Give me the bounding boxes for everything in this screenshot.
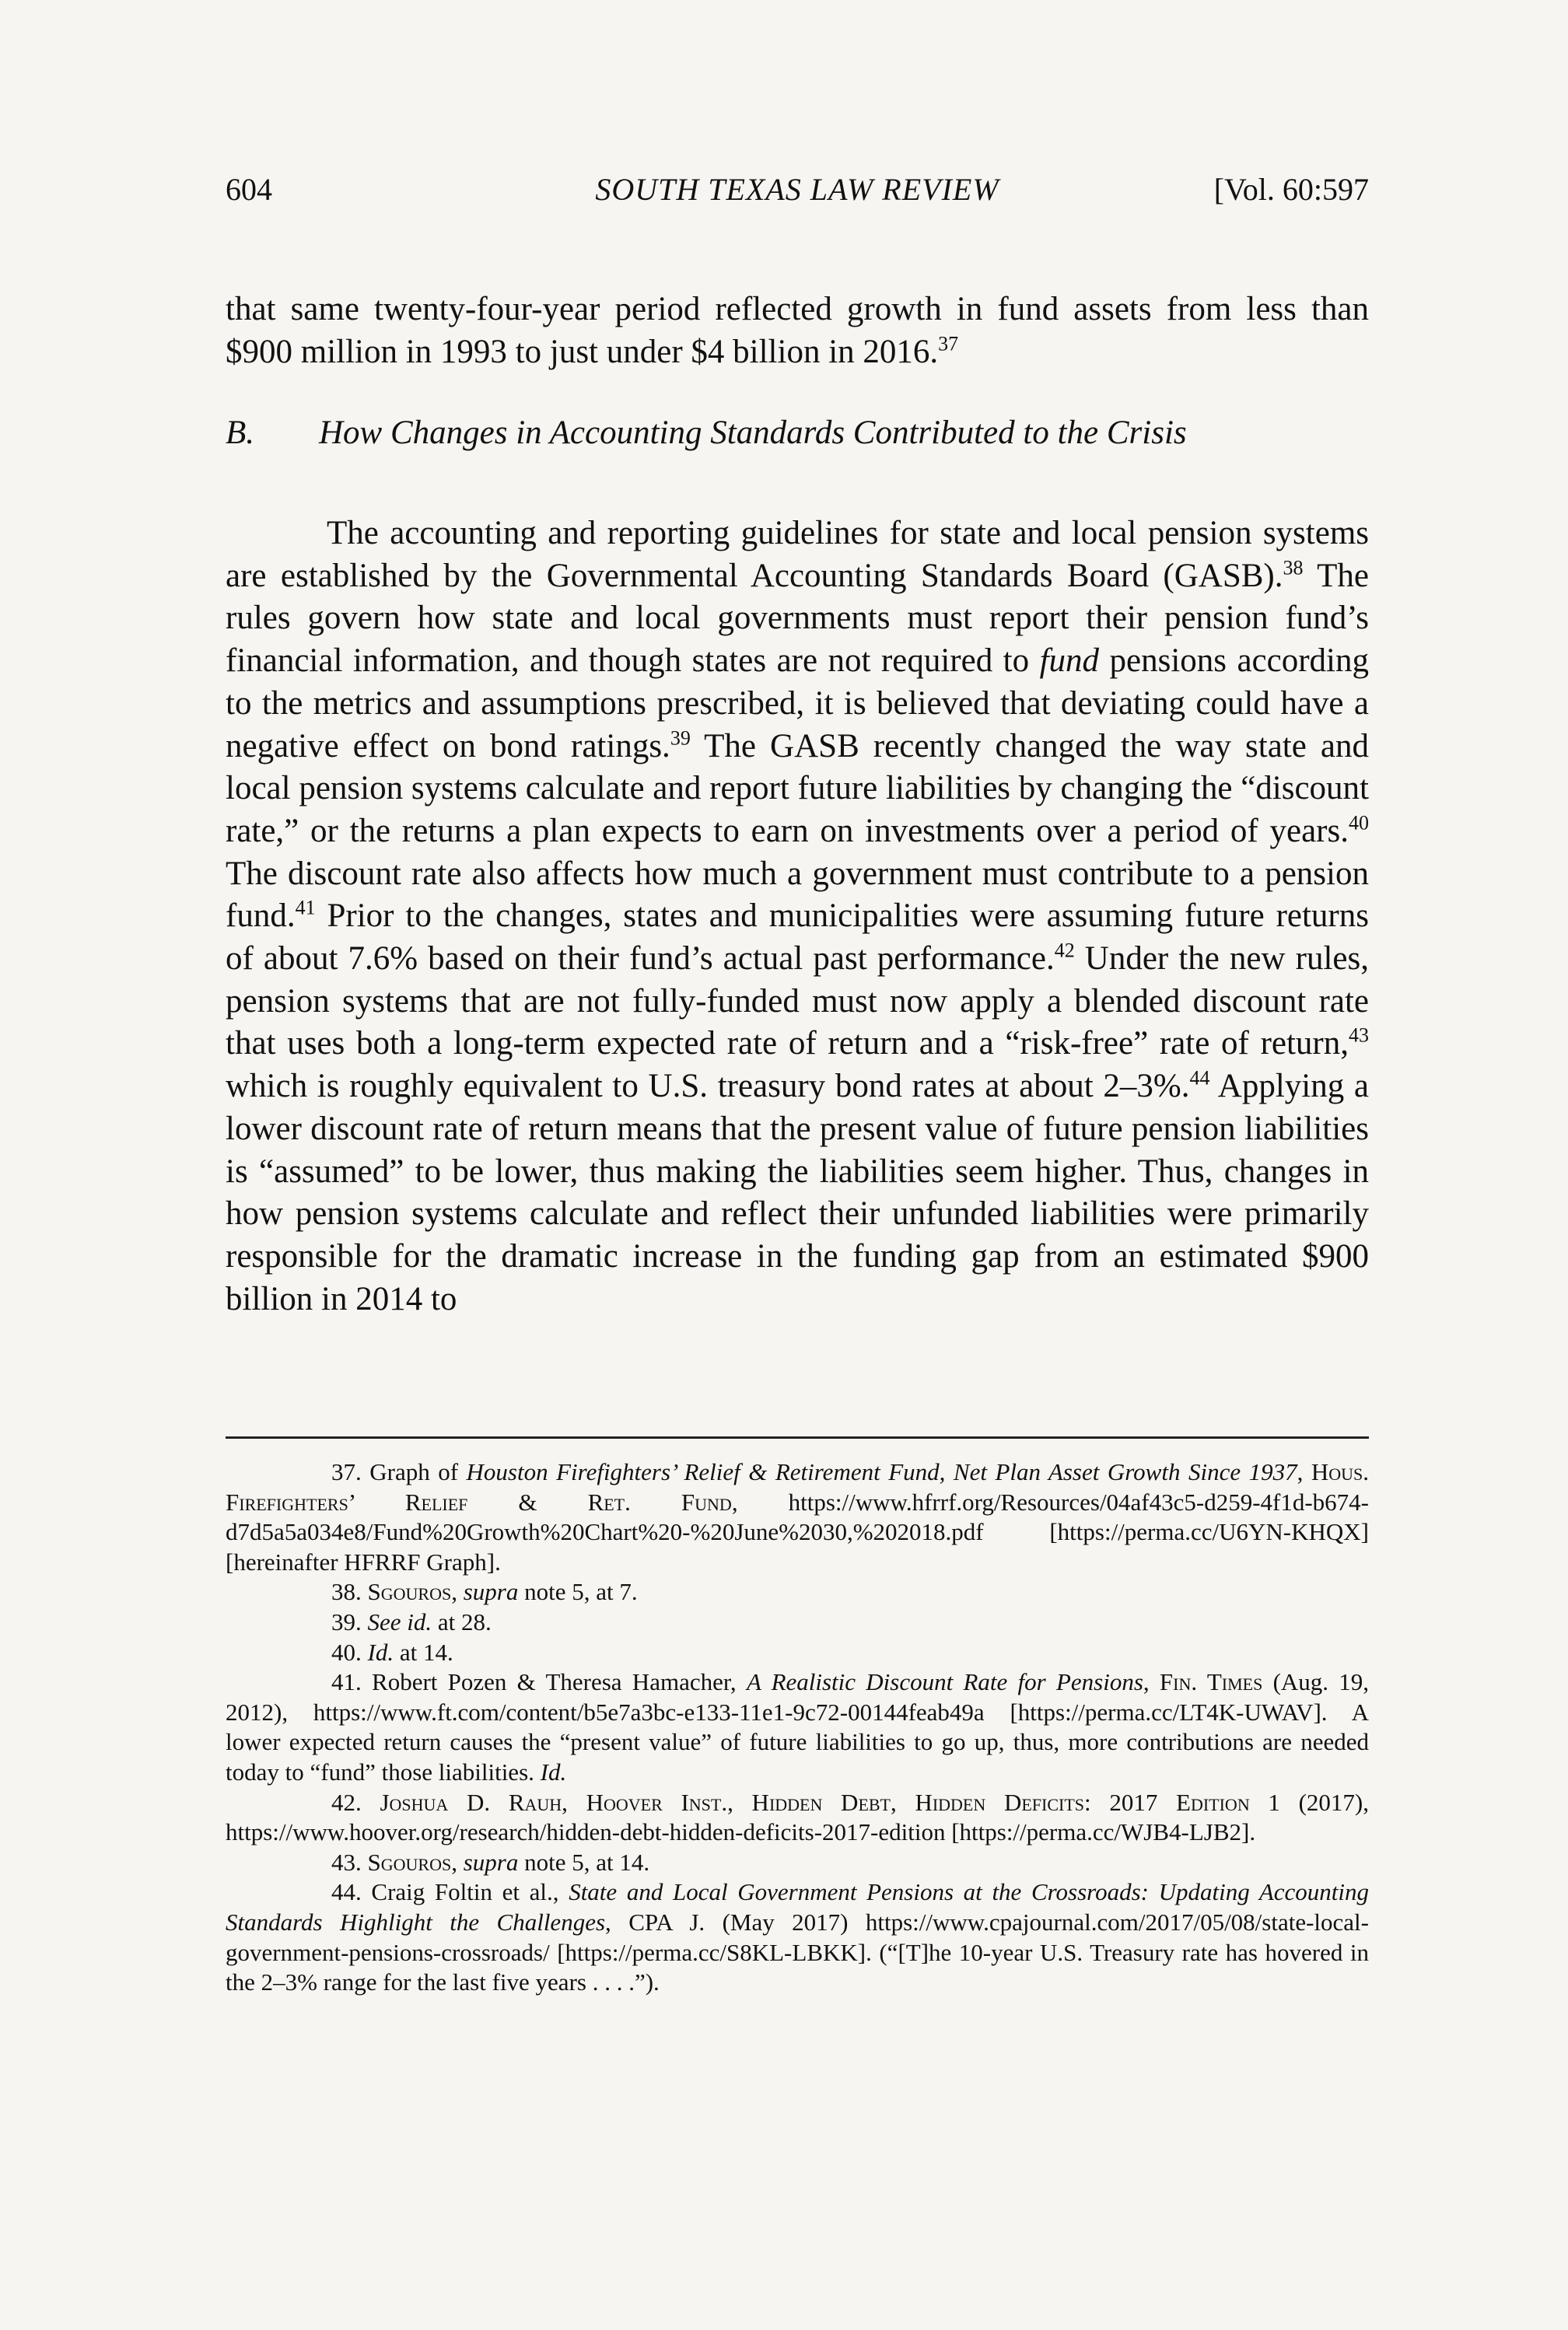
sentence: pensions according to the metrics and assumptions prescribed, it is believed that deviating could have a negative effect on bond ratings. xyxy=(226,642,1369,764)
intro-text: that same twenty-four-year period reflected growth in fund assets from less than $900 million in 1993 to just under $4 billion in 2016. xyxy=(226,291,1369,370)
footnote-42 xyxy=(226,1788,1369,1848)
sentence: Applying a lower discount rate of return means that the present value of future pension liabilities is “assumed” to be lower, thus making the liabilities seem higher. Thus, changes in how pension systems calculate and reflect their unfunded liabilities were primarily responsible for the dramatic increase in the funding gap from an estimated $900 billion in 2014 to xyxy=(226,1068,1369,1317)
footnote-text: , xyxy=(451,1578,464,1606)
footnote-number: 39. xyxy=(331,1608,362,1636)
sentence: Under the new rules, pension systems that are not fully-funded must now apply a blended discount rate that uses both a long-term expected rate of return and a “risk-free” rate of return, xyxy=(226,940,1369,1062)
footnote-number: 41. xyxy=(331,1668,362,1696)
volume-citation: [Vol. 60:597 xyxy=(1213,172,1369,207)
sentence: which is roughly equivalent to U.S. treasury bond rates at about 2–3%. xyxy=(226,1068,1190,1105)
footnote-37 xyxy=(226,1457,1369,1577)
footnote-number: 43. xyxy=(331,1848,362,1876)
footnote-number: 42. xyxy=(331,1788,362,1816)
footnote-text: , CPA J. (May 2017) https://www.cpajournal.com/2017/05/08/state-local-government-pensions-crossroads/ [https://perma.cc/S8KL-LBKK]. (“[T]he 10-year U.S. Treasury rate has hovered in the 2–3% range for the last five years . . . .”). xyxy=(226,1908,1369,1996)
footnote-divider xyxy=(226,1436,1369,1439)
footnote-38 xyxy=(226,1577,1369,1608)
footnote-title: Houston Firefighters’ Relief & Retirement Fund, Net Plan Asset Growth Since 1937 xyxy=(466,1458,1297,1485)
footnote-text: at 14. xyxy=(394,1638,453,1666)
emphasis-fund: fund xyxy=(1039,642,1100,680)
main-paragraph xyxy=(226,513,1369,1321)
footnote-source: Joshua D. Rauh, Hoover Inst., Hidden Debt, Hidden Deficits: 2017 Edition xyxy=(380,1788,1250,1816)
footnote-ref-43: 43 xyxy=(1349,1024,1369,1048)
sentence: The GASB recently changed the way state and local pension systems calculate and report future liabilities by changing the “discount rate,” or the returns a plan expects to earn on investments over a period of years. xyxy=(226,727,1369,849)
section-letter: B. xyxy=(226,415,255,451)
footnote-text: at 28. xyxy=(432,1608,492,1636)
section-heading xyxy=(226,414,1369,452)
sentence: Prior to the changes, states and municipalities were assuming future returns of about 7.6% based on their fund’s actual past performance. xyxy=(226,897,1369,978)
footnote-signal: Id. xyxy=(540,1758,567,1786)
footnote-ref-39: 39 xyxy=(670,726,691,750)
running-head xyxy=(226,171,1369,218)
footnote-source: Sgouros xyxy=(367,1848,452,1876)
page-number: 604 xyxy=(226,172,272,207)
section-title: How Changes in Accounting Standards Contributed to the Crisis xyxy=(319,415,1187,451)
footnote-text: note 5, at 7. xyxy=(518,1578,638,1606)
intro-paragraph xyxy=(226,289,1369,373)
footnote-text: , https://www.hfrrf.org/Resources/04af43c5-d259-4f1d-b674-d7d5a5a034e8/Fund%20Growth%20Chart%20-%20June%2030,%202018.pdf [https://perma.cc/U6YN-KHQX] [hereinafter HFRRF Graph]. xyxy=(226,1488,1370,1576)
footnote-ref-38: 38 xyxy=(1283,556,1304,579)
journal-title: SOUTH TEXAS LAW REVIEW xyxy=(595,172,999,207)
footnote-number: 40. xyxy=(331,1638,362,1666)
footnote-ref-37: 37 xyxy=(938,332,959,355)
footnote-text: Robert Pozen & Theresa Hamacher, xyxy=(372,1668,747,1696)
footnote-ref-41: 41 xyxy=(295,897,316,919)
footnote-title: State and Local Government Pensions at the Crossroads: Updating Accounting Standards Highlight the Challenges xyxy=(226,1878,1370,1936)
footnote-signal: supra xyxy=(463,1848,519,1876)
footnote-40 xyxy=(226,1638,1369,1668)
footnote-text: note 5, at 14. xyxy=(518,1848,650,1876)
footnote-41 xyxy=(226,1667,1369,1787)
footnote-source: Fin. Times xyxy=(1159,1668,1263,1696)
footnote-number: 38. xyxy=(331,1578,362,1606)
footnote-text: , xyxy=(451,1848,464,1876)
footnote-text: Graph of xyxy=(369,1458,467,1485)
footnote-39 xyxy=(226,1608,1369,1638)
footnote-number: 37. xyxy=(331,1458,362,1485)
footnote-signal: Id. xyxy=(367,1638,394,1666)
footnote-text: Craig Foltin et al., xyxy=(371,1878,569,1906)
footnote-text: , xyxy=(1297,1458,1311,1485)
footnote-number: 44. xyxy=(331,1878,362,1906)
footnote-title: A Realistic Discount Rate for Pensions xyxy=(746,1668,1143,1696)
footnote-text: 1 (2017), https://www.hoover.org/research/hidden-debt-hidden-deficits-2017-edition [https://perma.cc/WJB4-LJB2]. xyxy=(226,1788,1370,1846)
footnote-ref-40: 40 xyxy=(1349,811,1369,834)
footnote-ref-44: 44 xyxy=(1189,1066,1210,1090)
footnote-source: Sgouros xyxy=(367,1578,452,1606)
footnote-ref-42: 42 xyxy=(1054,939,1075,962)
sentence: The rules govern how state and local governments must report their pension fund’s financial information, and though states are not required to xyxy=(226,557,1370,680)
footnote-signal: See id. xyxy=(367,1608,432,1636)
footnote-44 xyxy=(226,1877,1369,1997)
sentence: The discount rate also affects how much a government must contribute to a pension fund. xyxy=(226,855,1369,935)
sentence: The accounting and reporting guidelines for state and local pension systems are established by the Governmental Accounting Standards Board (GASB). xyxy=(226,515,1369,594)
footnote-signal: supra xyxy=(463,1578,519,1606)
footnote-text: , xyxy=(1143,1668,1160,1696)
footnote-43 xyxy=(226,1848,1369,1878)
footnote-text: (Aug. 19, 2012), https://www.ft.com/content/b5e7a3bc-e133-11e1-9c72-00144feab49a [https://perma.cc/LT4K-UWAV]. A lower expected return causes the “present value” of future liabilities to go up, thus, more contributions are needed today to “fund” those liabilities. xyxy=(226,1668,1370,1786)
footnote-source: Hous. Firefighters’ Relief & Ret. Fund xyxy=(226,1458,1369,1516)
footnotes xyxy=(226,1457,1369,1998)
